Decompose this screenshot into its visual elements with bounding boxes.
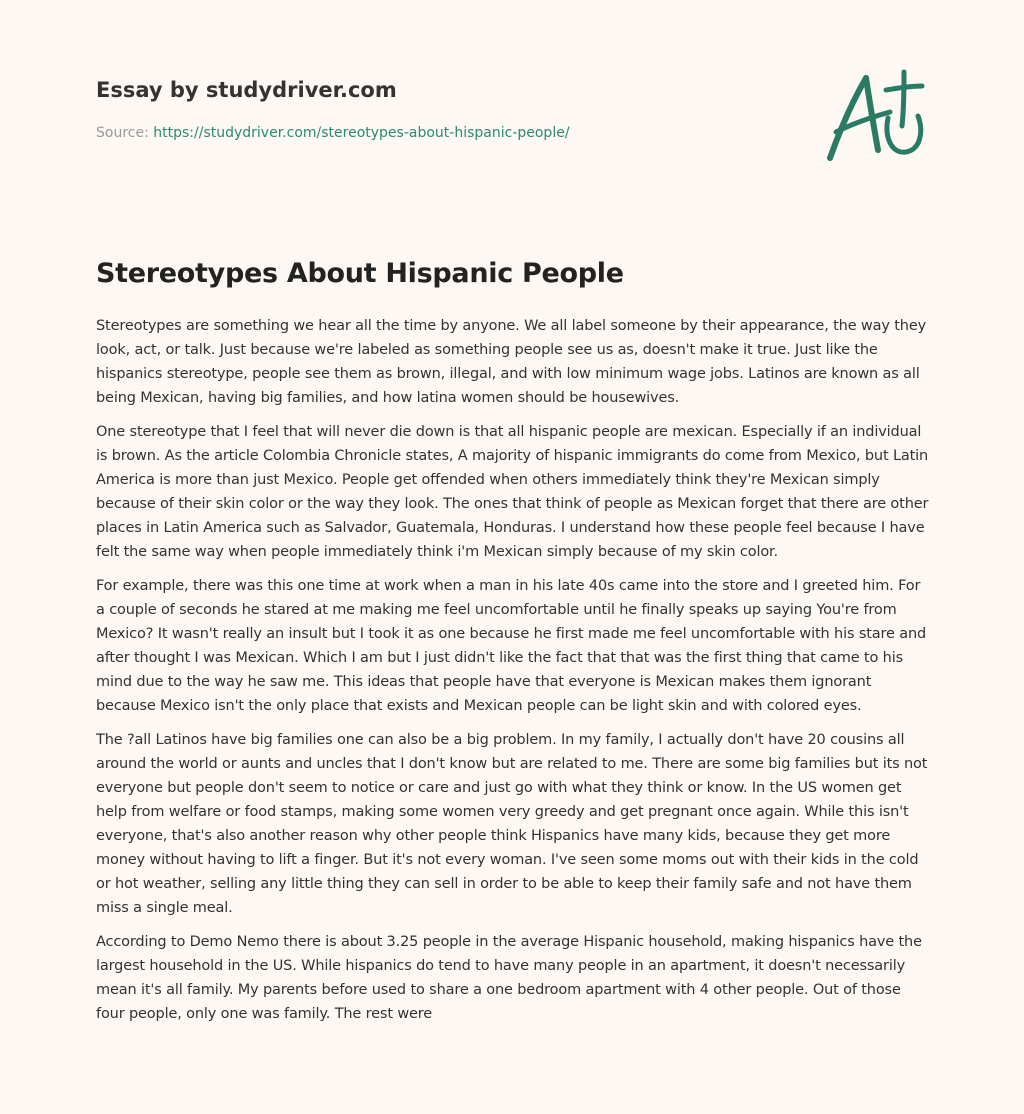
essay-title: Stereotypes About Hispanic People	[96, 258, 624, 289]
a-plus-logo-icon	[822, 68, 928, 164]
site-title: Essay by studydriver.com	[96, 78, 397, 102]
essay-paragraph: The ?all Latinos have big families one can also be a big problem. In my family, I actually don't have 20 cousins all around the world or aunts and uncles that I don't know but are related to me. There are some big families but its not everyone but people don't seem to notice or care and just go with what they think or know. In the US women get help from welfare or food stamps, making some women very greedy and get pregnant once again. While this isn't everyone, that's also another reason why other people think Hispanics have many kids, because they get more money without having to lift a finger. But it's not every woman. I've seen some moms out with their kids in the cold or hot weather, selling any little thing they can sell in order to be able to keep their family safe and not have them miss a single meal.	[96, 732, 928, 916]
essay-paragraph: For example, there was this one time at work when a man in his late 40s came into the store and I greeted him. For a couple of seconds he stared at me making me feel uncomfortable until he finally speaks up saying You're from Mexico? It wasn't really an insult but I took it as one because he first made me feel uncomfortable with his stare and after thought I was Mexican. Which I am but I just didn't like the fact that that was the first thing that came to his mind due to the way he saw me. This ideas that people have that everyone is Mexican makes them ignorant because Mexico isn't the only place that exists and Mexican people can be light skin and with colored eyes.	[96, 578, 927, 714]
essay-body	[96, 314, 930, 1036]
source-link[interactable]: https://studydriver.com/stereotypes-about-hispanic-people/	[153, 125, 570, 141]
essay-paragraph: According to Demo Nemo there is about 3.25 people in the average Hispanic household, making hispanics have the largest household in the US. While hispanics do tend to have many people in an apartment, it doesn't necessarily mean it's all family. My parents before used to share a one bedroom apartment with 4 other people. Out of those four people, only one was family. The rest were	[96, 934, 922, 1022]
source-line	[96, 123, 570, 143]
essay-paragraph: One stereotype that I feel that will never die down is that all hispanic people are mexican. Especially if an individual is brown. As the article Colombia Chronicle states, A majority of hispanic immigrants do come from Mexico, but Latin America is more than just Mexico. People get offended when others immediately think they're Mexican simply because of their skin color or the way they look. The ones that think of people as Mexican forget that there are other places in Latin America such as Salvador, Guatemala, Honduras. I understand how these people feel because I have felt the same way when people immediately think i'm Mexican simply because of my skin color.	[96, 424, 929, 560]
essay-paragraph: Stereotypes are something we hear all the time by anyone. We all label someone by their appearance, the way they look, act, or talk. Just because we're labeled as something people see us as, doesn't make it true. Just like the hispanics stereotype, people see them as brown, illegal, and with low minimum wage jobs. Latinos are known as all being Mexican, having big families, and how latina women should be housewives.	[96, 318, 927, 406]
source-label: Source:	[96, 125, 149, 141]
